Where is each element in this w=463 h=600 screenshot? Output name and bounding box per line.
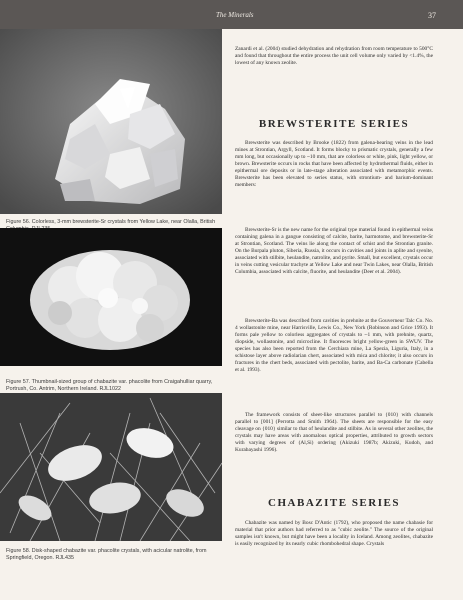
intro-text: Zanardi et al. (2004) studied dehydration and rehydration from room temperature to 500°C and found that throughout the entire process the unit cell volume only varied by <1.4%, the lowest of any known zeolite. [235,46,433,67]
chabazite-series-heading: CHABAZITE SERIES [268,497,400,509]
running-header [0,0,463,29]
brewsterite-paragraph-3 [235,318,433,374]
figure-56-photo [0,29,222,214]
chabazite-paragraph-1-text: Chabazite was named by Bosc D'Antic (1792), who proposed the name chabasie for material that prior authors had referred to as "cubic zeolite." The source of the original samples isn't known, but might have been a locality in Iceland. Among zeolites, chabazite is easily recognized by its nearly cubic rhombohedral shape. Crystals [235,520,433,548]
figure-57-photo [0,228,222,366]
chabazite-paragraph-1 [235,520,433,548]
figure-58-caption: Figure 58. Disk-shaped chabazite var. phacolite crystals, with acicular natrolite, from Springfield, Oregon. RJL435 [6,548,207,561]
brewsterite-paragraph-1-text: Brewsterite was described by Brooke (1822) from galena-bearing veins in the lead mines at Strontian, Argyll, Scotland. It forms blocky to prismatic crystals, generally a few mm long, but occasionally up to ~10 mm, that are colorless or white, pink, light yellow, or brown. Brewsterite occurs in rocks that have been affected by hydrothermal fluids, either in epithermal ore deposits or in late-stage alteration associated with metamorphic events. Brewsterite has been elevated to series status, with strontium- and barium-dominant members: [235,140,433,189]
figure-57-caption: Figure 57. Thumbnail-sized group of chabazite var. phacolite from Craigahulliar quarry, Portrush, Co. Antrim, Northern Ireland. RJL1022 [6,379,213,392]
running-title: The Minerals [216,11,254,19]
brewsterite-series-heading: BREWSTERITE SERIES [258,118,410,130]
figure-56-caption: Figure 56. Colorless, 3-mm brewsterite-Sr crystals from Yellow Lake, near Olalla, British [6,219,216,225]
figure-58-photo [0,393,222,541]
brewsterite-paragraph-4 [235,412,433,454]
brewsterite-paragraph-4-text: The framework consists of sheet-like structures parallel to {010} with channels parallel to [001] (Perrotta and Smith 1964). The sheets are responsible for the easy cleavage on {010} similar to that of heulandite and stilbite. As in several other zeolites, the crystals may have areas with anomalous optical properties, attributed to growth sectors with varying degrees of (Al,Si) ordering (Akizuki 1987b; Akizuki, Kudoh, and Kurabayashi 1996). [235,412,433,454]
brewsterite-paragraph-3-text: Brewsterite-Ba was described from cavities in prehnite at the Gouverneur Talc Co. No. 4 wollastonite mine, near Harrisville, Lewis Co., New York (Robinson and Grice 1993). It forms pale yellow to colorless aggregates of crystals to ~1 mm, with prehnite, quartz, diopside, wollastonite, and microcline. It fluoresces bright yellow-green in SWUV. The species has also been reported from the Cerchiara mine, La Spezia, Liguria, Italy, in a schistose layer above radiolarian chert, associated with mica and chlorite; it also occurs in fractures in the chert beds, associated with pectolite, barite, and Ba-Ca carbonate (Cabella et al. 1993). [235,318,433,374]
intro-paragraph [235,46,433,67]
page-number: 37 [428,11,436,20]
brewsterite-paragraph-2-text: Brewsterite-Sr is the new name for the original type material found in epithermal veins containing galena in a gangue consisting of calcite, barite, harmotome, and brewsterite-Sr at Strontian, Scotland. The veins lie along the contact of schist and the Strontian granite. On the Burpala pluton, Siberia, Russia, it occurs in cavities and joints in aplite and syenite, associated with stilbite, heulandite, natrolite, and pyrite. Small, but excellent, crystals occur in veins cutting vesicular trachyte at Yellow Lake and near Twin Lakes, near Olalla, British Columbia, associated with calcite, fluorite, and heulandite (Deer et al. 2004). [235,227,433,276]
brewsterite-paragraph-1 [235,140,433,189]
brewsterite-paragraph-2 [235,227,433,276]
